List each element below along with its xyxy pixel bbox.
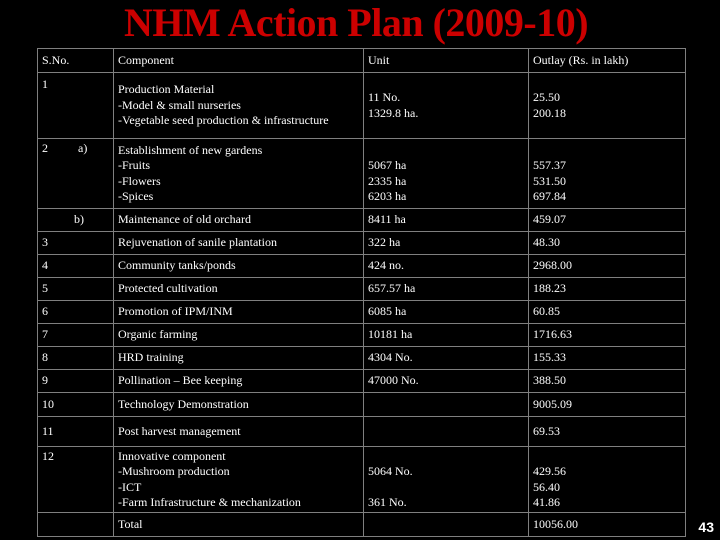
row-outlay: 388.50 bbox=[529, 370, 686, 393]
row-unit: 6085 ha bbox=[364, 301, 529, 324]
row-unit bbox=[364, 393, 529, 417]
row-sno: 9 bbox=[38, 370, 114, 393]
header-unit: Unit bbox=[364, 49, 529, 73]
row-outlay: 188.23 bbox=[529, 278, 686, 301]
row-outlay: 429.56 56.40 41.86 bbox=[529, 447, 686, 513]
row-unit: 322 ha bbox=[364, 232, 529, 255]
table-row bbox=[38, 417, 686, 447]
table-header-row bbox=[38, 49, 686, 73]
row-component: HRD training bbox=[114, 347, 364, 370]
row-sno: 11 bbox=[38, 417, 114, 447]
row-unit: 10181 ha bbox=[364, 324, 529, 347]
row-outlay: 69.53 bbox=[529, 417, 686, 447]
table-row bbox=[38, 232, 686, 255]
row-unit: 424 no. bbox=[364, 255, 529, 278]
row-outlay: 48.30 bbox=[529, 232, 686, 255]
table-row bbox=[38, 324, 686, 347]
row-unit: 47000 No. bbox=[364, 370, 529, 393]
slide-title: NHM Action Plan (2009-10) bbox=[123, 0, 589, 45]
total-outlay: 10056.00 bbox=[529, 513, 686, 537]
row-component: Protected cultivation bbox=[114, 278, 364, 301]
row-outlay: 557.37 531.50 697.84 bbox=[529, 139, 686, 209]
total-label: Total bbox=[114, 513, 364, 537]
row-sno bbox=[38, 513, 114, 537]
row-outlay: 9005.09 bbox=[529, 393, 686, 417]
row-unit: 657.57 ha bbox=[364, 278, 529, 301]
table-row bbox=[38, 278, 686, 301]
table-row bbox=[38, 447, 686, 513]
row-unit bbox=[364, 417, 529, 447]
row-component: Maintenance of old orchard bbox=[114, 209, 364, 232]
action-plan-table bbox=[37, 48, 686, 537]
table-row bbox=[38, 393, 686, 417]
row-unit: 4304 No. bbox=[364, 347, 529, 370]
row-sno: 5 bbox=[38, 278, 114, 301]
header-sno: S.No. bbox=[38, 49, 114, 73]
row-unit: 5067 ha 2335 ha 6203 ha bbox=[364, 139, 529, 209]
table-row bbox=[38, 255, 686, 278]
row-component: Production Material -Model & small nurseries -Vegetable seed production & infrastructure bbox=[114, 73, 364, 139]
table-total-row bbox=[38, 513, 686, 537]
row-component: Innovative component -Mushroom production -ICT -Farm Infrastructure & mechanization bbox=[114, 447, 364, 513]
row-sno: 1 bbox=[38, 73, 114, 139]
row-sno bbox=[38, 139, 114, 209]
row-outlay: 2968.00 bbox=[529, 255, 686, 278]
row-outlay: 25.50 200.18 bbox=[529, 73, 686, 139]
row-sno: 7 bbox=[38, 324, 114, 347]
row-sno: 12 bbox=[38, 447, 114, 513]
table-row bbox=[38, 209, 686, 232]
row-component: Technology Demonstration bbox=[114, 393, 364, 417]
row-outlay: 459.07 bbox=[529, 209, 686, 232]
header-component: Component bbox=[114, 49, 364, 73]
table-row bbox=[38, 347, 686, 370]
row-outlay: 155.33 bbox=[529, 347, 686, 370]
row-component: Pollination – Bee keeping bbox=[114, 370, 364, 393]
row-component: Community tanks/ponds bbox=[114, 255, 364, 278]
row-unit: 11 No. 1329.8 ha. bbox=[364, 73, 529, 139]
row-sub-label: b) bbox=[38, 209, 114, 232]
row-sno: 6 bbox=[38, 301, 114, 324]
table-row bbox=[38, 370, 686, 393]
row-outlay: 60.85 bbox=[529, 301, 686, 324]
row-unit: 8411 ha bbox=[364, 209, 529, 232]
table-row bbox=[38, 73, 686, 139]
header-outlay: Outlay (Rs. in lakh) bbox=[529, 49, 686, 73]
row-component: Promotion of IPM/INM bbox=[114, 301, 364, 324]
page-number: 43 bbox=[698, 519, 714, 535]
row-outlay: 1716.63 bbox=[529, 324, 686, 347]
row-unit bbox=[364, 513, 529, 537]
row-component: Rejuvenation of sanile plantation bbox=[114, 232, 364, 255]
row-sno: 3 bbox=[38, 232, 114, 255]
row-unit: 5064 No. 361 No. bbox=[364, 447, 529, 513]
row-component: Organic farming bbox=[114, 324, 364, 347]
table-row bbox=[38, 301, 686, 324]
row-sno: 8 bbox=[38, 347, 114, 370]
table-row bbox=[38, 139, 686, 209]
row-sub-label: a) bbox=[78, 141, 88, 155]
row-sno: 10 bbox=[38, 393, 114, 417]
row-component: Post harvest management bbox=[114, 417, 364, 447]
row-component: Establishment of new gardens -Fruits -Flowers -Spices bbox=[114, 139, 364, 209]
row-sno: 4 bbox=[38, 255, 114, 278]
row-number: 2 bbox=[42, 141, 48, 155]
